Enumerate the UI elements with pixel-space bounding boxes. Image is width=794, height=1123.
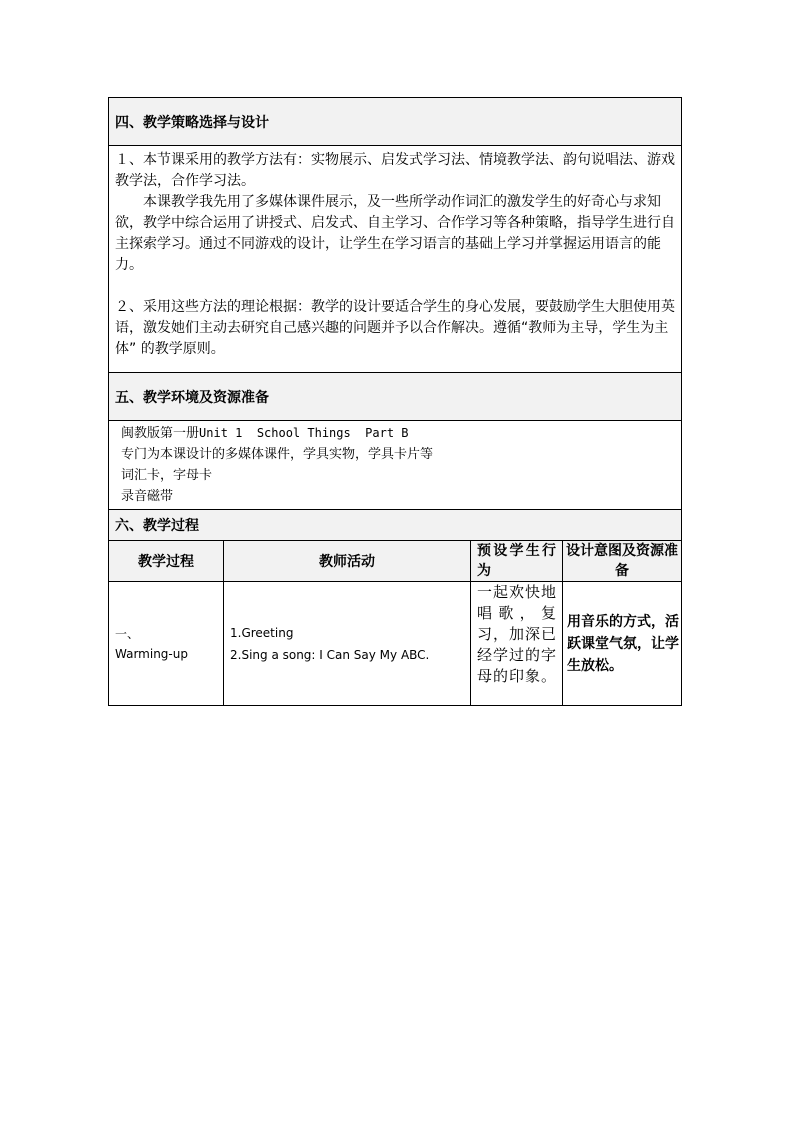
student-behavior-cell: 一起欢快地唱歌，复习，加深已经学过的字母的印象。 (471, 582, 563, 706)
design-intent-cell: 用音乐的方式，活跃课堂气氛，让学生放松。 (563, 582, 682, 706)
step-number: 一、 (115, 626, 140, 641)
resource-line-1: 闽教版第一册Unit 1 School Things Part B (121, 426, 409, 441)
section4-para1: １、本节课采用的教学方法有：实物展示、启发式学习法、情境教学法、韵句说唱法、游戏教学法，合作学习法。 (115, 152, 675, 189)
header-process: 教学过程 (109, 541, 224, 582)
section4-para2: 本课教学我先用了多媒体课件展示，及一些所学动作词汇的激发学生的好奇心与求知欲，教学中综合运用了讲授式、启发式、自主学习、合作学习等各种策略，指导学生进行自主探索学习。通过不同游戏的设计，让学生在学习语言的基础上学习并掌握运用语言的能力。 (115, 194, 675, 273)
teacher-activity-1: 1.Greeting (230, 625, 294, 640)
header-teacher: 教师活动 (224, 541, 471, 582)
section6-title: 六、教学过程 (109, 510, 682, 541)
section5-body (109, 421, 682, 510)
lesson-plan-table (108, 97, 682, 706)
resource-line-4: 录音磁带 (121, 489, 174, 504)
section4-title: 四、教学策略选择与设计 (109, 98, 682, 146)
section4-body (109, 146, 682, 373)
resource-line-3: 词汇卡，字母卡 (121, 468, 213, 483)
document-page (108, 97, 681, 706)
step-cell (109, 582, 224, 706)
unit-title: Unit 1 School Things Part B (199, 426, 409, 440)
step-name: Warming-up (115, 646, 188, 661)
table-row (109, 582, 682, 706)
teacher-activity-2: 2.Sing a song: I Can Say My ABC. (230, 647, 430, 662)
teacher-activity-cell (224, 582, 471, 706)
section5-title: 五、教学环境及资源准备 (109, 373, 682, 421)
header-student: 预设学生行为 (471, 541, 563, 582)
header-intent: 设计意图及资源准备 (563, 541, 682, 582)
section4-para3: ２、采用这些方法的理论根据：教学的设计要适合学生的身心发展，要鼓励学生大胆使用英语，激发她们主动去研究自己感兴趣的问题并予以合作解决。遵循“教师为主导，学生为主体” 的教学原则。 (115, 299, 675, 357)
resource-line-2: 专门为本课设计的多媒体课件，学具实物，学具卡片等 (121, 447, 434, 462)
